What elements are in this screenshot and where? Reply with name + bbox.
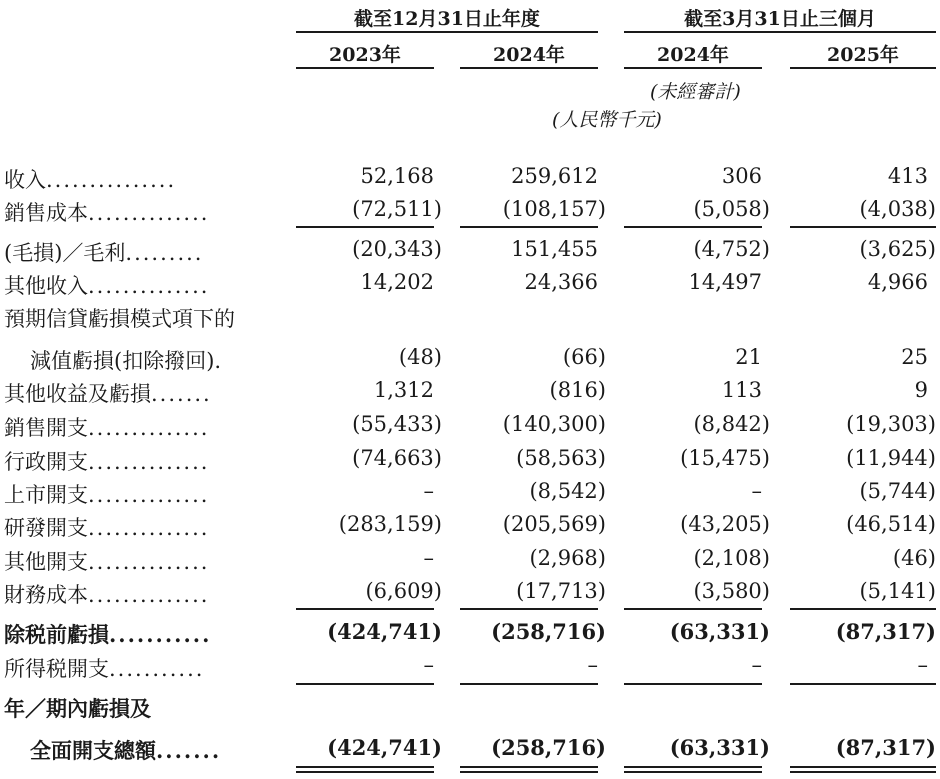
cell: (258,716): [491, 735, 606, 760]
cell: (43,205): [680, 512, 770, 536]
subtotal-rule: [790, 226, 936, 228]
total-double-rule: [790, 766, 936, 768]
cell: (87,317): [835, 735, 936, 760]
cell: –: [751, 479, 762, 503]
cell: 4,966: [867, 270, 928, 294]
cell: 21: [735, 345, 762, 369]
cell: (258,716): [491, 619, 606, 644]
cell: (6,609): [365, 579, 442, 603]
header-group-underline: [624, 31, 936, 33]
header-group-underline: [296, 31, 598, 33]
cell: 24,366: [524, 270, 598, 294]
year-underline: [460, 67, 598, 69]
cell: –: [917, 653, 928, 677]
cell: 259,612: [511, 164, 598, 188]
cell: 25: [901, 345, 928, 369]
cell: (3,580): [693, 579, 770, 603]
cell: (816): [549, 378, 606, 402]
row-label-finance-costs: 財務成本..............: [4, 583, 210, 607]
subtotal-rule: [790, 683, 936, 685]
total-double-rule: [296, 766, 434, 768]
cell: (63,331): [669, 619, 770, 644]
cell: 9: [914, 378, 928, 402]
cell: (11,944): [846, 446, 936, 470]
year-underline: [790, 67, 936, 69]
row-label-total-comprehensive: 全面開支總額.......: [30, 738, 222, 763]
year-col-4: 2025年: [827, 44, 899, 66]
cell: (5,744): [859, 479, 936, 503]
cell: 52,168: [360, 164, 434, 188]
header-group-quarter: 截至3月31日止三個月: [684, 8, 876, 30]
unit-note: (人民幣千元): [552, 109, 662, 131]
cell: (58,563): [516, 446, 606, 470]
cell: (66): [562, 345, 606, 369]
total-double-rule: [460, 771, 598, 773]
row-label-listing-expenses: 上市開支..............: [4, 483, 210, 507]
row-label-rnd-expenses: 研發開支..............: [4, 516, 210, 540]
cell: (2,968): [529, 546, 606, 570]
cell: 14,497: [688, 270, 762, 294]
cell: 14,202: [360, 270, 434, 294]
row-label-total-line1: 年／期內虧損及: [4, 696, 151, 721]
year-underline: [624, 67, 762, 69]
subtotal-rule: [790, 608, 936, 610]
year-col-3: 2024年: [657, 44, 729, 66]
cell: (4,752): [693, 237, 770, 261]
cell: (17,713): [516, 579, 606, 603]
cell: 113: [721, 378, 762, 402]
cell: 151,455: [511, 237, 598, 261]
cell: (424,741): [327, 735, 442, 760]
row-label-selling-expenses: 銷售開支..............: [4, 416, 210, 440]
subtotal-rule: [460, 226, 598, 228]
cell: (8,842): [693, 412, 770, 436]
cell: (8,542): [529, 479, 606, 503]
cell: –: [587, 653, 598, 677]
cell: (46,514): [846, 512, 936, 536]
subtotal-rule: [296, 683, 434, 685]
total-double-rule: [624, 766, 762, 768]
subtotal-rule: [624, 608, 762, 610]
subtotal-rule: [624, 226, 762, 228]
cell: (19,303): [846, 412, 936, 436]
cell: (48): [398, 345, 442, 369]
year-col-1: 2023年: [329, 44, 401, 66]
cell: 1,312: [373, 378, 434, 402]
total-double-rule: [624, 771, 762, 773]
cell: 413: [887, 164, 928, 188]
subtotal-rule: [624, 683, 762, 685]
cell: (5,058): [693, 197, 770, 221]
total-double-rule: [790, 771, 936, 773]
row-label-income-tax: 所得税開支...........: [4, 657, 205, 681]
row-label-loss-before-tax: 除税前虧損...........: [4, 622, 212, 647]
unaudited-note: (未經審計): [650, 81, 741, 103]
row-label-impairment: 減值虧損(扣除撥回).: [30, 349, 224, 373]
cell: (140,300): [502, 412, 606, 436]
cell: (72,511): [352, 197, 442, 221]
row-label-other-gains: 其他收益及虧損.......: [4, 382, 212, 406]
cell: (205,569): [502, 512, 606, 536]
cell: (108,157): [502, 197, 606, 221]
cell: (74,663): [352, 446, 442, 470]
row-label-ecl-line1: 預期信貸虧損模式項下的: [4, 307, 235, 331]
subtotal-rule: [460, 683, 598, 685]
cell: (46): [892, 546, 936, 570]
cell: (283,159): [338, 512, 442, 536]
cell: (4,038): [859, 197, 936, 221]
subtotal-rule: [296, 608, 434, 610]
cell: (3,625): [859, 237, 936, 261]
subtotal-rule: [460, 608, 598, 610]
cell: –: [423, 479, 434, 503]
year-col-2: 2024年: [493, 44, 565, 66]
row-label-other-income: 其他收入..............: [4, 274, 210, 298]
cell: (20,343): [352, 237, 442, 261]
total-double-rule: [296, 771, 434, 773]
cell: (2,108): [693, 546, 770, 570]
total-double-rule: [460, 766, 598, 768]
cell: –: [423, 653, 434, 677]
row-label-gross-profit: (毛損)／毛利.........: [4, 241, 204, 265]
cell: (15,475): [680, 446, 770, 470]
cell: 306: [721, 164, 762, 188]
cell: (55,433): [352, 412, 442, 436]
header-group-annual: 截至12月31日止年度: [354, 8, 540, 30]
cell: (63,331): [669, 735, 770, 760]
cell: –: [423, 546, 434, 570]
row-label-revenue: 收入...............: [4, 168, 177, 192]
cell: (5,141): [859, 579, 936, 603]
row-label-admin-expenses: 行政開支..............: [4, 450, 210, 474]
cell: (424,741): [327, 619, 442, 644]
row-label-cost-of-sales: 銷售成本..............: [4, 201, 210, 225]
row-label-other-expenses: 其他開支..............: [4, 550, 210, 574]
year-underline: [296, 67, 434, 69]
subtotal-rule: [296, 226, 434, 228]
cell: –: [751, 653, 762, 677]
cell: (87,317): [835, 619, 936, 644]
